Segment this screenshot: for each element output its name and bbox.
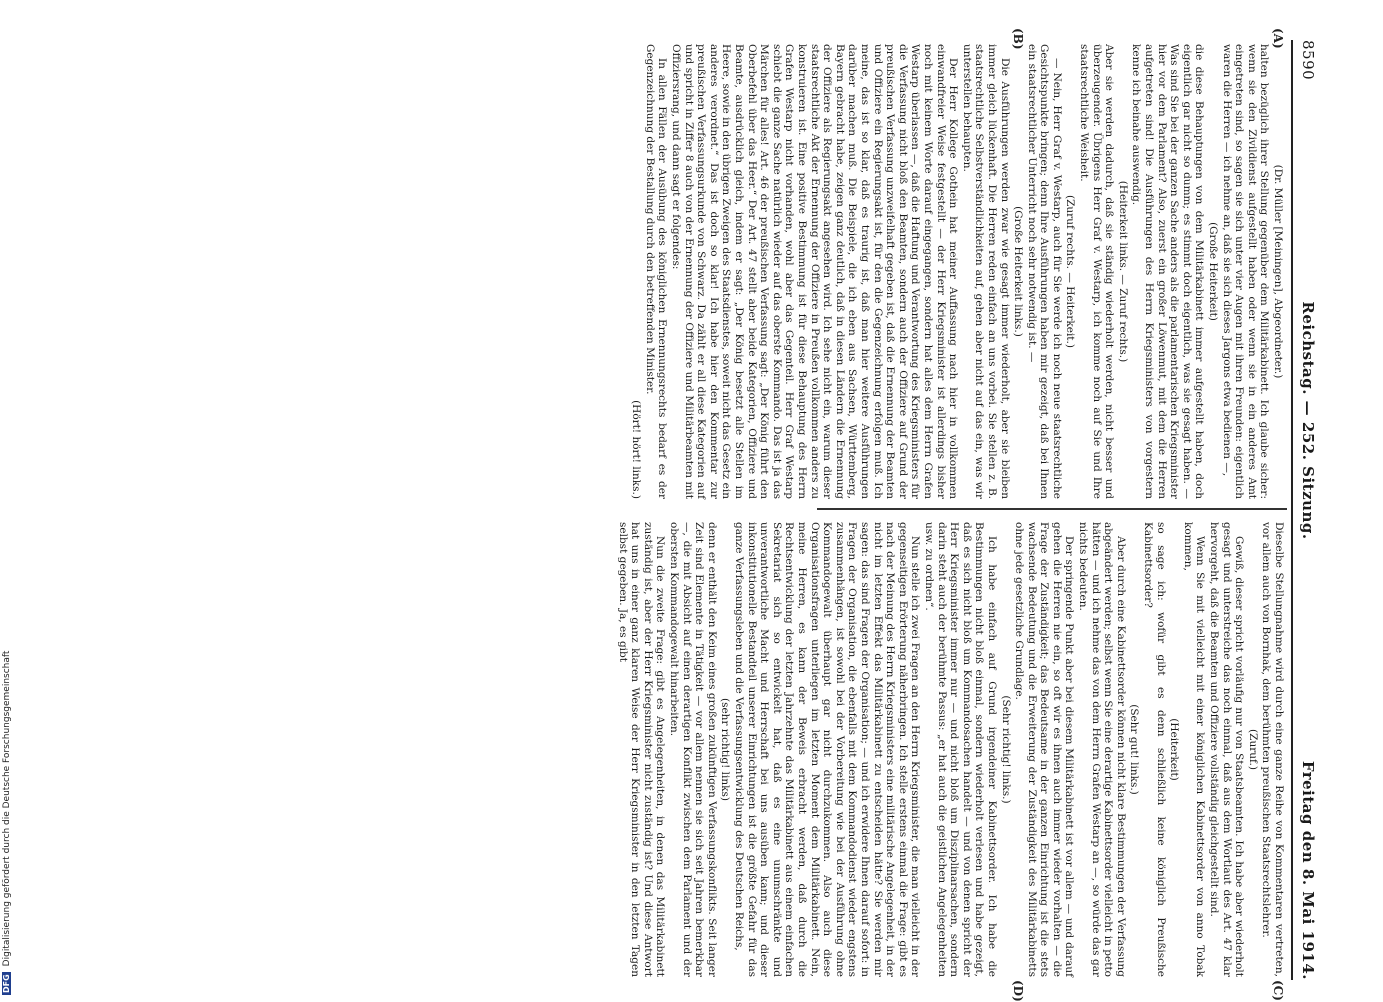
interjection: (sehr richtig! links)	[719, 697, 732, 802]
interjection: (Große Heiterkeit links.)	[1012, 206, 1025, 337]
right-paragraph: Ich habe einfach auf Grund irgendeiner Kabinettsorder. Ich habe die Bestimmungen nicht bloß einmal, sondern wiederholt verlesen und habe gezeigt, daß es sich nicht bloß um Kommandosachen handelt — und von denen spricht der Herr Kriegsminister immer nur — und nicht bloß um Disziplinarsachen, sondern darin steht auch der berühmte Passus: „er hat auch die geistlichen Angelegenheiten usw. zu ordnen“.	[922, 522, 998, 977]
right-column	[615, 522, 1285, 977]
interjection: (Hört! hört! links.)	[630, 400, 643, 499]
left-paragraph: Aber sie werden dadurch, daß sie ständig wiederholt werden, nicht besser und überzeugender. Übrigens Herr Graf v. Westarp, ich komme noch auf Sie und Ihre staatsrechtliche Weisheit.	[1078, 44, 1116, 499]
right-paragraph: Der springende Punkt aber bei diesem Militärkabinett ist vor allem — und darauf gehen die Herren nie ein, so oft wir es ihnen auch immer wieder vorhalten — die Frage der Zuständigkeit; das Bedeutsame in der ganzen Einrichtung ist die stets wachsende Bedeutung und die Erweiterung der Zuständigkeit des Militärkabinetts ohne jede gesetzliche Grundlage.	[1013, 522, 1076, 977]
left-paragraph: Der Herr Kollege Gothein hat meiner Auffassung nach hier in vollkommen einwandfreier Weise festgestellt — der Herr Kriegsminister ist allerdings bisher noch mit keinem Worte darauf eingegangen, sondern hat alles dem Herrn Grafen Westarp überlassen —, daß die Haftung und Verantwortung des Kriegsministers für die Verfassung nicht bloß den Beamten, sondern auch der Offiziere auf Grund der preußischen Verfassung unzweifelhaft gegeben ist, daß die Ernennung der Beamten und Offiziere ein Regierungsakt ist, für den die Gegenzeichnung erfolgen muß. Ich meine, das ist so klar, daß es traurig ist, daß man hier weitere Ausführungen darüber machen muß. Die Beispiele, die ich eben aus Sachsen, Württemberg, Bayern gebracht habe, zeigen ganz deutlich, daß in diesen Ländern die Ernennung der Offiziere als Regierungsakt angesehen wird. Ich sehe nicht ein, warum dieser staatsrechtliche Akt der Ernennung der Offiziere in Preußen vollkommen anders zu konstruieren ist. Eine positive Bestimmung ist für diese Behauptung des Herrn Grafen Westarp nicht vorhanden, wohl aber das Gegenteil. Herr Graf Westarp schiebt die ganze Sache natürlich wieder auf das oberste Kommando. Das ist ja das Märchen für alles! Art. 46 der preußischen Verfassung sagt: „Der König führt den Oberbefehl über das Heer.“ Der Art. 47 stellt aber beide Kategorien, Offiziere und Beamte, ausdrücklich gleich, indem er sagt: „Der König besetzt alle Stellen im Heere, sowie in den übrigen Zweigen des Staatsdienstes, soweit nicht das Gesetz ein anderes verordnet.“ Das ist doch so klar! Ich habe hier den Kommentar zur preußischen Verfassungsurkunde von Schwarz. Da zählt er all diese Kategorien auf und spricht in Ziffer 8 auch von der Ernennung der Offiziere und Militärbeamten mit Offiziersrang, und dann sagt er folgendes:	[670, 44, 960, 500]
margin-letter-c: (C)	[1271, 980, 1285, 1001]
interjection: (Heiterkeit)	[1168, 718, 1181, 781]
left-paragraph: halten bezüglich ihrer Stellung gegenüber dem Militärkabinett. Ich glaube sicher: wenn sie den Zivildienst aufgestellt haben oder wenn sie in ein anderes Amt eingetreten sind, so sagen sie sich unter vier Augen mit ihren Freunden: eigentlich waren die Herren — ich nehme an, daß sie sich dieses Jargons etwa bedienen —,	[1220, 44, 1271, 499]
right-paragraph: Nun die zweite Frage: gibt es Angelegenheiten, in denen das Militärkabinett zuständig ist, aber der Herr Kriegsminister nicht zuständig ist? Und diese Antwort hat uns in einer ganz klaren Weise der Herr Kriegsminister in den letzten Tagen selbst gegeben. Ja, es gibt	[616, 522, 667, 977]
interjection: (Sehr richtig! links.)	[999, 695, 1012, 804]
column-divider	[817, 508, 1287, 510]
page-number: 8590	[1299, 40, 1317, 81]
right-paragraph: Nun stelle ich zwei Fragen an den Herrn Kriegsminister, die man vielleicht in der gegenseitigen Erörterung näherbringen. Ich stelle erstens einmal die Frage: gibt es nach der Meinung des Herrn Kriegsministers eine militärische Angelegenheit, in der nicht im letzten Effekt das Militärkabinett zu entscheiden hätte? Sie werden mir sagen: das sind Fragen der Organisation; — und ich erwidere Ihnen darauf sofort: in Fragen der Organisation, die ebenfalls mit dem Kommandodienst wieder engstens zusammenhängen, ist sowohl bei der Vorbereitung wie bei der Ausführung ohne Kommandogewalt überhaupt gar nicht durchzukommen. Also auch diese Organisationsfragen unterliegen im letzten Moment dem Militärkabinett. Nein, meine Herren, es kann der Beweis erbracht werden, daß durch die Rechtsentwicklung der letzten Jahrzehnte das Militärkabinett aus einem einfachen Sekretariat sich so entwickelt hat, daß es eine unumschränkte und unverantwortliche Macht und Herrschaft bei uns ausüben kann; und dieser inkonstitutionelle Bestandteil unserer Einrichtungen ist die größte Gefahr für das ganze Verfassungsleben und die Verfassungsentwicklung des Deutschen Reichs,	[733, 522, 922, 977]
left-column	[629, 44, 1285, 499]
right-paragraph: Aber durch eine Kabinettsorder können nicht klare Bestimmungen der Verfassung abgeändert werden; selbst wenn Sie eine derartige Kabinettsorder vielleicht in petto hätten — und ich nehme das von dem Herrn Grafen Westarp an —, so würde das gar nichts bedeuten.	[1077, 522, 1127, 977]
session-date: Freitag den 8. Mai 1914.	[1299, 760, 1317, 980]
right-paragraph: Dieselbe Stellungnahme wird durch eine ganze Reihe von Kommentaren vertreten, vor allem auch von Bornhak, dem berühmten preußischen Staatsrechtslehrer.	[1260, 522, 1285, 977]
dfg-logo: DFG	[2, 974, 11, 993]
interjection: (Zuruf rechts. — Heiterkeit.)	[1064, 195, 1077, 348]
digitization-credit	[2, 0, 16, 1000]
credit-text: Digitalisierung gefördert durch die Deutsche Forschungsgemeinschaft	[2, 650, 12, 967]
document-sheet	[55, 28, 1325, 1002]
interjection: (Heiterkeit links. — Zuruf rechts.)	[1116, 180, 1129, 363]
interjection: (Sehr gut! links.)	[1128, 704, 1141, 795]
right-paragraph: denn er enthält den Keim eines großen zukünftigen Verfassungskonflikts. Seit langer Zeit sind Elemente in Tätigkeit — vor allem nennen sie sich seit Jahren bemerkbar —, die mit Absicht auf einen derartigen Konflikt zwischen dem Parlament und der obersten Kommandogewalt hinarbeiten.	[668, 522, 718, 977]
right-paragraph: Gewiß, dieser spricht vorläufig nur von Staatsbeamten. Ich habe aber wiederholt gesagt und unterstreiche das noch einmal, daß aus dem Wortlaut des Art. 47 klar hervorgeht, daß die Beamten und Offiziere vollständig gleichgestellt sind.	[1208, 522, 1246, 977]
header-rule	[1291, 40, 1293, 980]
speaker-line: (Dr. Müller [Meiningen], Abgeordneter.)	[1272, 164, 1284, 379]
left-paragraph: Die Ausführungen werden zwar wie gesagt immer wiederholt, aber sie bleiben immer gleich lückenhaft. Die Herren reden einfach an uns vorbei. Sie stellen z. B. staatsrechtliche Selbstverständlichkeiten auf, gehen aber nicht auf das ein, was wir unterstellen behaupten.	[960, 44, 1011, 499]
interjection: (Zuruf.)	[1246, 729, 1259, 770]
margin-letter-a: (A)	[1271, 28, 1285, 49]
right-paragraph: so sage ich: wofür gibt es denn schließlich keine königlich Preußische Kabinettsorder?	[1142, 522, 1167, 977]
left-paragraph: — Nein, Herr Graf v. Westarp, auch für Sie werde ich noch neue staatsrechtliche Gesichtspunkte bringen; denn Ihre Ausführungen haben mir gezeigt, daß bei Ihnen ein staatsrechtlicher Unterricht noch sehr notwendig ist. —	[1025, 44, 1063, 499]
quotation: In allen Fällen der Ausübung des königlichen Ernennungsrechts bedarf es der Gegenzeichnung der Bestallung durch den betreffenden Minister.	[643, 44, 669, 499]
left-paragraph: die diese Behauptungen von dem Militärkabinett immer aufgestellt haben, doch eigentlich gar nicht so dumm; es stimmt doch eigentlich, was sie gesagt haben. — Was sind Sie bei der ganzen Sache anders als die parlamentarischen Kriegsminister hier vor dem Parlament? Also, zuerst ein großer Löwenmut, mit dem die Herren aufgetreten sind! Die Ausführungen des Herrn Kriegsministers von vorgestern kenne ich beinahe auswendig.	[1130, 44, 1206, 499]
page-header	[1295, 40, 1321, 980]
interjection: (Große Heiterkeit)	[1207, 222, 1220, 321]
margin-letter-b: (B)	[1011, 28, 1025, 50]
margin-letter-d: (D)	[1011, 980, 1025, 1002]
right-paragraph: Wenn Sie mit vielleicht mit einer königlichen Kabinettsorder von anno Tobak kommen,	[1181, 522, 1207, 977]
page-title: Reichstag. — 252. Sitzung.	[1299, 301, 1317, 540]
